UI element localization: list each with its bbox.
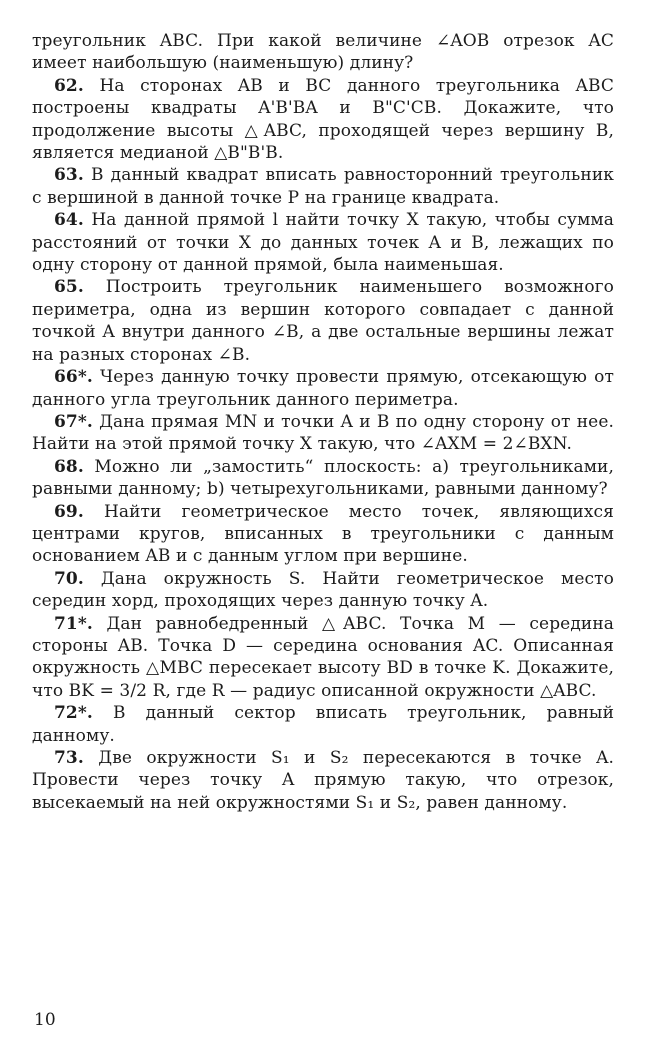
lead-text: треугольник ABC. При какой величине ∠AOB отрезок AC имеет наибольшую (наименьшую) длину?: [32, 31, 614, 74]
problem-text: Построить треугольник наименьшего возможного периметра, одна из вершин которого совпадает с данной точкой A внутри данного ∠B, а две остальные вершины лежат на разных сторонах ∠B.: [32, 277, 614, 365]
problem-text: Найти геометрическое место точек, являющихся центрами кругов, вписанных в треугольники с данным основанием AB и с данным углом при вершине.: [32, 501, 614, 567]
problem-64: [32, 209, 614, 276]
problem-66: [32, 366, 614, 411]
problem-62: [32, 75, 614, 165]
problem-number: 65.: [54, 277, 84, 298]
problem-text: Дана окружность S. Найти геометрическое место середин хорд, проходящих через данную точку A.: [32, 568, 614, 612]
problem-text: Дана прямая MN и точки A и B по одну сторону от нее. Найти на этой прямой точку X такую, что ∠AXM = 2∠BXN.: [32, 411, 614, 455]
problem-number: 64.: [54, 210, 84, 231]
problem-number: 70.: [54, 568, 84, 589]
problem-65: [32, 276, 614, 366]
problem-number: 69.: [54, 501, 84, 522]
page-number: 10: [34, 1010, 56, 1030]
problem-68: [32, 456, 614, 501]
problem-number: 73.: [54, 748, 84, 768]
problem-72: [32, 702, 614, 747]
problem-67: [32, 411, 614, 456]
problem-number: 66*.: [54, 367, 93, 388]
problem-text: Дан равнобедренный △ABC. Точка M — середина стороны AB. Точка D — середина основания AC. Описанная окружность △MBC пересекает высоту BD в точке K. Докажите, что BK = 3/2 R, где R — радиус описанной окружности △ABC.: [32, 613, 614, 701]
problem-number: 67*.: [54, 411, 93, 432]
problem-text: Можно ли „замостить“ плоскость: a) треугольниками, равными данному; b) четырехугольниками, равными данному?: [32, 456, 614, 500]
problem-number: 62.: [54, 75, 84, 96]
problem-text: В данный сектор вписать треугольник, равный данному.: [32, 703, 614, 746]
problem-text: Две окружности S₁ и S₂ пересекаются в точке A. Провести через точку A прямую такую, что отрезок, высекаемый на ней окружностями S₁ и S₂, равен данному.: [32, 748, 614, 813]
problem-text: На сторонах AB и BC данного треугольника ABC построены квадраты A'B'BA и B"C'CB. Докажите, что продолжение высоты △ABC, проходящей через вершину B, является медианой △B"B'B.: [32, 75, 614, 164]
problem-69: [32, 501, 614, 568]
lead-paragraph: [32, 30, 614, 75]
problem-number: 71*.: [54, 613, 93, 634]
page-body: [32, 30, 614, 814]
problem-text: На данной прямой l найти точку X такую, чтобы сумма расстояний от точки X до данных точек A и B, лежащих по одну сторону от данной прямой, была наименьшая.: [32, 210, 614, 276]
problem-71: [32, 613, 614, 703]
problem-73: [32, 747, 614, 814]
problem-number: 72*.: [54, 703, 93, 724]
problem-text: Через данную точку провести прямую, отсекающую от данного угла треугольник данного периметра.: [32, 367, 614, 410]
problem-number: 68.: [54, 456, 84, 477]
problem-63: [32, 164, 614, 209]
problem-number: 63.: [54, 165, 84, 186]
problem-text: В данный квадрат вписать равносторонний треугольник с вершиной в данной точке P на границе квадрата.: [32, 165, 614, 208]
problem-70: [32, 568, 614, 613]
